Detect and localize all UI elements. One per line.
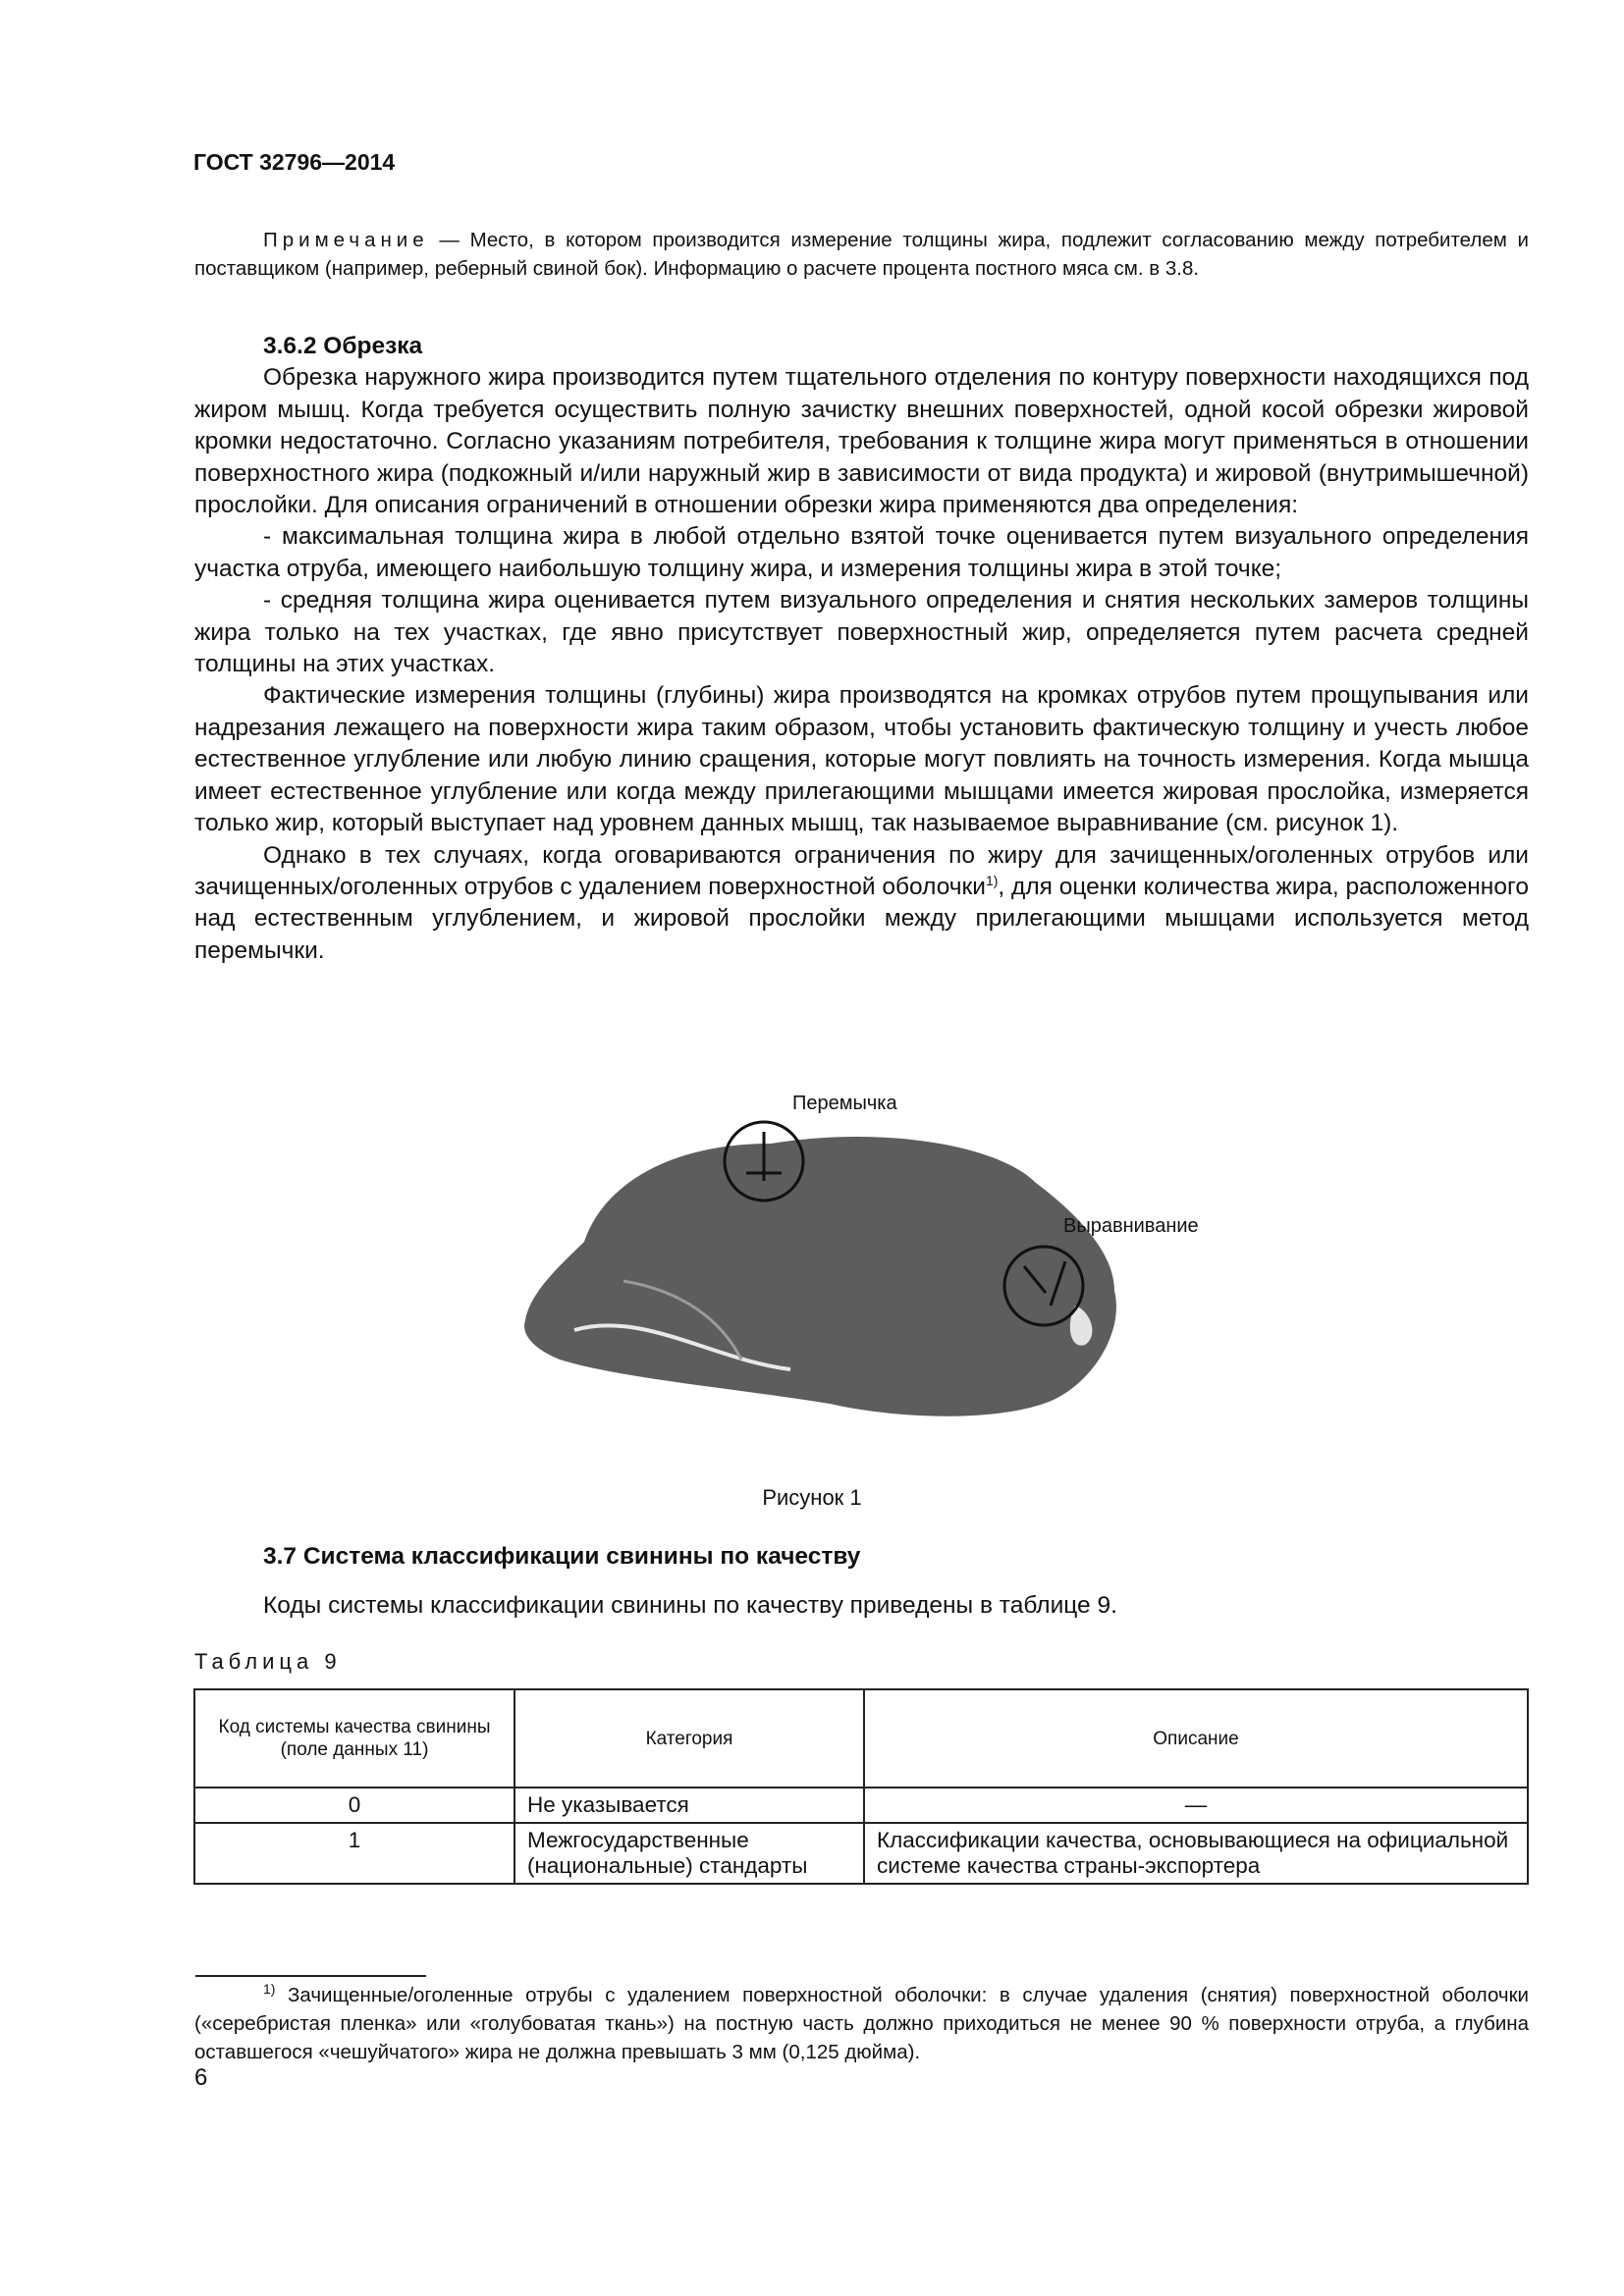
paragraph-text: Однако в тех случаях, когда оговариваются ограничения по жиру для зачищенных/оголенных отрубов или зачищенных/оголенных отрубов с удалением поверхностной оболочки: [194, 841, 1529, 900]
paragraph: [194, 840, 1529, 968]
paragraph: Обрезка наружного жира производится путем тщательного отделения по контуру поверхности находящихся под жиром мышц. Когда требуется осуществить полную зачистку внешних поверхностей, одной косой обрезки жировой кромки недостаточно. Согласно указаниям потребителя, требования к толщине жира могут применяться в отношении поверхностного жира (подкожный и/или наружный жир в зависимости от вида продукта) и жировой (внутримышечной) прослойки. Для описания ограничений в отношении обрезки жира применяются два определения:: [194, 364, 1529, 519]
table-row: [194, 1788, 1528, 1823]
meat-shape: [524, 1137, 1116, 1416]
paragraph: Фактические измерения толщины (глубины) жира производятся на кромках отрубов путем прощупывания или надрезания лежащего на поверхности жира таким образом, чтобы установить фактическую толщину и учесть любое естественное углубление или любую линию сращения, которые могут повлиять на точность измерения. Когда мышца имеет естественное углубление или когда между прилегающими мышцами имеется жировая прослойка, измеряется только жир, который выступает над уровнем данных мышц, так называемое выравнивание (см. рисунок 1).: [194, 682, 1529, 837]
bullet-item: - средняя толщина жира оценивается путем визуального определения и снятия нескольких замеров толщины жира только на тех участках, где явно присутствует поверхностный жир, определяется путем расчета средней толщины на этих участках.: [194, 587, 1529, 678]
table-cell: —: [864, 1788, 1528, 1823]
page-number: 6: [194, 2064, 208, 2091]
table-cell: Классификации качества, основывающиеся на официальной системе качества страны-экспортера: [864, 1823, 1528, 1884]
document-header: ГОСТ 32796—2014: [193, 149, 396, 175]
bridge-label: Перемычка: [792, 1093, 897, 1114]
table-cell: 0: [194, 1788, 514, 1823]
section-3-6-2: [194, 331, 1529, 967]
table-cell: Не указывается: [514, 1788, 864, 1823]
note-block: [194, 226, 1529, 283]
table-header-row: [194, 1689, 1528, 1788]
column-header: Описание: [864, 1689, 1528, 1788]
note-text: — Место, в котором производится измерение толщины жира, подлежит согласованию между потребителем и поставщиком (например, реберный свиной бок). Информацию о расчете процента постного мяса см. в 3.8.: [194, 229, 1529, 280]
table-9: [193, 1688, 1529, 1885]
bullet-item: - максимальная толщина жира в любой отдельно взятой точке оценивается путем визуального определения участка отруба, имеющего наибольшую толщину жира, и измерения толщины жира в этой точке;: [194, 523, 1529, 582]
footnote-text: Зачищенные/оголенные отрубы с удалением поверхностной оболочки: в случае удаления (снятия) поверхностной оболочки («серебристая пленка» или «голубоватая ткань») на постную часть должно приходиться не менее 90 % поверхности отруба, а глубина оставшегося «чешуйчатого» жира не должна превышать 3 мм (0,125 дюйма).: [194, 1984, 1529, 2063]
figure-meat-cut: [486, 1065, 1242, 1487]
paragraph-text: , для оценки количества жира, расположенного над естественным углублением, и жировой прослойки между прилегающими мышцами используется метод перемычки.: [194, 873, 1529, 964]
footnote-mark: 1): [263, 1981, 276, 1998]
table-cell: 1: [194, 1823, 514, 1884]
alignment-label: Выравнивание: [1063, 1215, 1199, 1237]
column-header: Категория: [514, 1689, 864, 1788]
section-heading: 3.6.2 Обрезка: [263, 333, 423, 359]
table-row: [194, 1823, 1528, 1884]
footnote: [194, 1981, 1529, 2066]
figure-caption: Рисунок 1: [762, 1485, 862, 1510]
table-cell: Межгосударственные (национальные) стандарты: [514, 1823, 864, 1884]
table-title: Таблица 9: [194, 1649, 342, 1674]
column-header: Код системы качества свинины (поле данных 11): [194, 1689, 514, 1788]
note-label: Примечание: [263, 229, 429, 251]
section-3-7-heading: 3.7 Система классификации свинины по качеству: [263, 1543, 861, 1570]
section-3-7-intro: Коды системы классификации свинины по качеству приведены в таблице 9.: [263, 1592, 1117, 1619]
footnote-divider: [195, 1975, 426, 1977]
footnote-ref: 1): [985, 872, 999, 888]
